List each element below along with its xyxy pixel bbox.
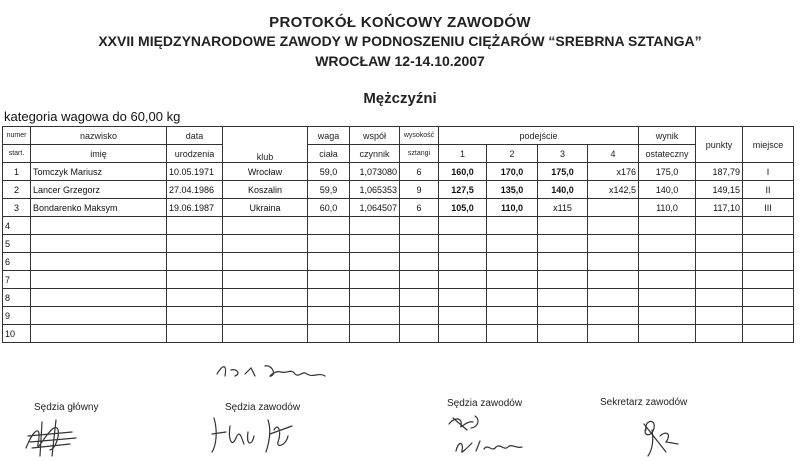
cell-attempt-1: 127,5 bbox=[439, 181, 487, 199]
table-row bbox=[3, 289, 794, 307]
cell-name: Bondarenko Maksym bbox=[31, 199, 167, 217]
signature-judge-2-lower bbox=[452, 435, 532, 457]
col-header-wspol: współ bbox=[350, 127, 400, 145]
cell-num: 7 bbox=[3, 271, 31, 289]
cell-height: 9 bbox=[400, 181, 439, 199]
cell-attempt-3: 140,0 bbox=[538, 181, 588, 199]
cell-attempt-1: 160,0 bbox=[439, 163, 487, 181]
col-header-data: data bbox=[167, 127, 223, 145]
competition-name: XXVII MIĘDZYNARODOWE ZAWODY W PODNOSZENIU CIĘŻARÓW “SREBRNA SZTANGA” bbox=[98, 33, 702, 49]
label-secretary: Sekretarz zawodów bbox=[600, 397, 688, 408]
col-header-wysokosc: wysokość bbox=[400, 127, 439, 145]
label-judge-1: Sędzia zawodów bbox=[225, 402, 301, 413]
cell-result: 175,0 bbox=[639, 163, 696, 181]
cell-attempt-4 bbox=[588, 199, 639, 217]
table-row bbox=[3, 253, 794, 271]
signature-judge-1 bbox=[208, 412, 308, 457]
table-header bbox=[3, 127, 794, 163]
cell-attempt-3: 175,0 bbox=[538, 163, 588, 181]
cell-place: III bbox=[743, 199, 794, 217]
cell-result: 140,0 bbox=[639, 181, 696, 199]
cell-attempt-3: x115 bbox=[538, 199, 588, 217]
cell-factor: 1,073080 bbox=[350, 163, 400, 181]
cell-place: I bbox=[743, 163, 794, 181]
weight-category: kategoria wagowa do 60,00 kg bbox=[4, 109, 181, 124]
col-header-imie: imię bbox=[31, 145, 167, 163]
cell-club: Koszalin bbox=[223, 181, 308, 199]
col-header-punkty: punkty bbox=[696, 127, 743, 163]
col-header-ciala: ciała bbox=[308, 145, 350, 163]
cell-weight: 59,9 bbox=[308, 181, 350, 199]
col-header-czynnik: czynnik bbox=[350, 145, 400, 163]
cell-points: 149,15 bbox=[696, 181, 743, 199]
cell-dob: 27.04.1986 bbox=[167, 181, 223, 199]
table-row bbox=[3, 181, 794, 199]
cell-num: 4 bbox=[3, 217, 31, 235]
col-header-attempt-4: 4 bbox=[588, 145, 639, 163]
col-header-ostateczny: ostateczny bbox=[639, 145, 696, 163]
cell-weight: 60,0 bbox=[308, 199, 350, 217]
protocol-title: PROTOKÓŁ KOŃCOWY ZAWODÓW bbox=[269, 14, 531, 31]
cell-height: 6 bbox=[400, 199, 439, 217]
table-row bbox=[3, 235, 794, 253]
competition-place-date: WROCŁAW 12-14.10.2007 bbox=[315, 53, 485, 69]
table-row bbox=[3, 199, 794, 217]
cell-attempt-2: 135,0 bbox=[487, 181, 538, 199]
cell-club: Ukraina bbox=[223, 199, 308, 217]
cell-weight: 59,0 bbox=[308, 163, 350, 181]
cell-num: 5 bbox=[3, 235, 31, 253]
cell-points: 187,79 bbox=[696, 163, 743, 181]
col-header-klub: klub bbox=[223, 127, 308, 163]
handwritten-signature-top bbox=[215, 360, 335, 385]
col-header-podejscie: podejście bbox=[439, 127, 639, 145]
cell-factor: 1,064507 bbox=[350, 199, 400, 217]
col-header-miejsce: miejsce bbox=[743, 127, 794, 163]
label-judge-2: Sędzia zawodów bbox=[447, 398, 523, 409]
table-row bbox=[3, 163, 794, 181]
table-row bbox=[3, 271, 794, 289]
cell-num: 8 bbox=[3, 289, 31, 307]
cell-factor: 1,065353 bbox=[350, 181, 400, 199]
col-header-wynik: wynik bbox=[639, 127, 696, 145]
cell-num: 1 bbox=[3, 163, 31, 181]
signature-secretary bbox=[636, 416, 696, 458]
cell-attempt-2: 170,0 bbox=[487, 163, 538, 181]
col-header-nazwisko: nazwisko bbox=[31, 127, 167, 145]
col-header-waga: waga bbox=[308, 127, 350, 145]
col-header-attempt-3: 3 bbox=[538, 145, 588, 163]
cell-dob: 10.05.1971 bbox=[167, 163, 223, 181]
table-row bbox=[3, 217, 794, 235]
cell-num: 6 bbox=[3, 253, 31, 271]
cell-points: 117,10 bbox=[696, 199, 743, 217]
cell-attempt-4: x176 bbox=[588, 163, 639, 181]
signature-judge-2-upper bbox=[447, 412, 507, 432]
cell-attempt-2: 110,0 bbox=[487, 199, 538, 217]
cell-result: 110,0 bbox=[639, 199, 696, 217]
col-header-numer: numer bbox=[3, 127, 31, 145]
col-header-urodzenia: urodzenia bbox=[167, 145, 223, 163]
col-header-attempt-2: 2 bbox=[487, 145, 538, 163]
cell-attempt-1: 105,0 bbox=[439, 199, 487, 217]
col-header-start: start. bbox=[3, 145, 31, 163]
cell-num: 9 bbox=[3, 307, 31, 325]
col-header-attempt-1: 1 bbox=[439, 145, 487, 163]
cell-place: II bbox=[743, 181, 794, 199]
cell-club: Wrocław bbox=[223, 163, 308, 181]
cell-height: 6 bbox=[400, 163, 439, 181]
cell-num: 2 bbox=[3, 181, 31, 199]
cell-dob: 19.06.1987 bbox=[167, 199, 223, 217]
cell-num: 10 bbox=[3, 325, 31, 343]
cell-name: Tomczyk Mariusz bbox=[31, 163, 167, 181]
cell-num: 3 bbox=[3, 199, 31, 217]
section-title: Mężczyźni bbox=[363, 90, 437, 107]
table-body bbox=[3, 163, 794, 343]
col-header-sztangi: sztangi bbox=[400, 145, 439, 163]
cell-name: Lancer Grzegorz bbox=[31, 181, 167, 199]
signature-main-judge bbox=[22, 418, 82, 458]
results-table bbox=[2, 126, 794, 343]
label-main-judge: Sędzia główny bbox=[34, 402, 99, 413]
table-row bbox=[3, 325, 794, 343]
table-row bbox=[3, 307, 794, 325]
cell-attempt-4: x142,5 bbox=[588, 181, 639, 199]
